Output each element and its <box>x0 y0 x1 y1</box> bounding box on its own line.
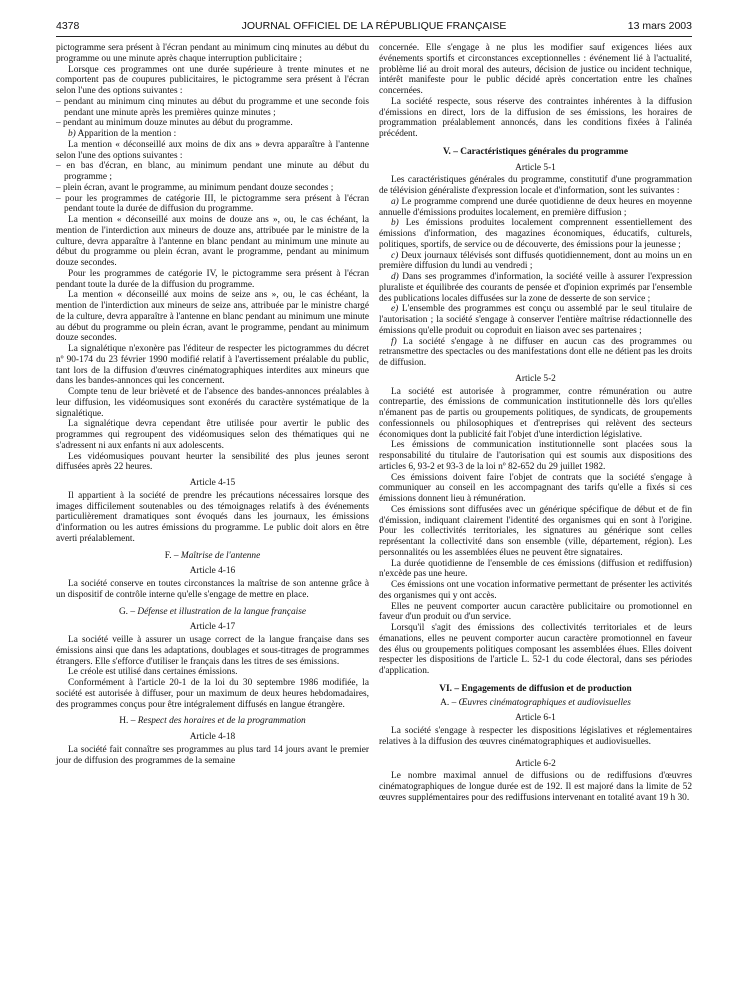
list-item: – en bas d'écran, en blanc, au minimum pendant une minute au début du programme ; <box>56 161 369 182</box>
paragraph: concernée. Elle s'engage à ne plus les modifier sauf exigences liées aux événements sportifs et circonstances exceptionnelles : événement lié à l'actualité, problème lié au droit moral des auteurs, décision de justice ou incident technique, intérêt manifeste pour le public décidé après concertation entre les chaînes concernées. <box>379 43 692 96</box>
paragraph: Compte tenu de leur brièveté et de l'absence des bandes-annonces préalables à leur diffusion, les vidéomusiques sont exonérés du caractère systématique de la signalétique. <box>56 387 369 419</box>
article-heading: Article 6-2 <box>515 758 556 769</box>
paragraph <box>56 129 369 140</box>
paragraph: Les émissions de communication institutionnelle sont placées sous la responsabilité du titulaire de l'autorisation qui est soumis aux dispositions des articles 6, 93-2 et 93-3 de la loi nº 82-652 du 29 juillet 1982. <box>379 440 692 472</box>
paragraph: Ces émissions ont une vocation informative permettant de présenter les activités des organismes qui y ont accès. <box>379 580 692 601</box>
paragraph: La société s'engage à respecter les dispositions législatives et réglementaires relatives à la diffusion des œuvres cinématographiques et audiovisuelles. <box>379 726 692 747</box>
paragraph: La société conserve en toutes circonstances la maîtrise de son antenne grâce à un dispositif de contrôle interne qu'elle s'engage de mettre en place. <box>56 579 369 600</box>
section-heading <box>56 551 369 562</box>
item-label: b) <box>68 129 76 139</box>
item-label: e) <box>391 304 399 315</box>
article-heading: Article 4-15 <box>189 478 236 488</box>
list-item: – pour les programmes de catégorie III, le pictogramme sera présent à l'écran pendant toute la durée de diffusion du programme. <box>56 193 369 215</box>
section-title: Maîtrise de l'antenne <box>180 550 261 561</box>
item-text: Les émissions produites localement comprennent essentiellement des émissions d'information, des magazines économiques, éducatifs, culturels, politiques, sportifs, de service ou de découverte, des émissions pour la jeunesse ; <box>379 218 692 250</box>
item-label: b) <box>391 218 399 229</box>
article-heading: Article 4-18 <box>189 732 236 742</box>
paragraph <box>379 304 692 336</box>
article-heading: Article 5-2 <box>515 373 556 384</box>
section-prefix: H. – <box>119 716 138 727</box>
item-text: Le programme comprend une durée quotidienne de deux heures en moyenne annuelle d'émissions produites localement, en première diffusion ; <box>379 196 692 218</box>
paragraph: Le nombre maximal annuel de diffusions ou de rediffusions d'œuvres cinématographiques de longue durée est de 192. Il est majoré dans la limite de 52 œuvres supplémentaires pour des rediffusions intervenant en totalité avant 19 h 30. <box>379 771 692 803</box>
item-label: f) <box>391 336 397 347</box>
paragraph: Ces émissions sont diffusées avec un générique spécifique de début et de fin d'émission, indiquant clairement l'identité des organismes qui en sont à l'origine. Pour les collectivités territoriales, les signatures au générique sont celles représentant la collectivité dans son ensemble (ville, département, région). Les personnalités ou les assemblées élues ne peuvent être signataires. <box>379 504 692 558</box>
list-item: – pendant au minimum douze minutes au début du programme. <box>56 118 293 129</box>
subsection-prefix: A. – <box>440 697 459 708</box>
paragraph: Lorsque ces programmes ont une durée supérieure à trente minutes et ne comportent pas de coupures publicitaires, le pictogramme sera présent à l'écran selon l'une des options suivantes : <box>56 64 369 96</box>
spacer <box>379 748 692 754</box>
item-label: a) <box>391 196 399 207</box>
list-item: – plein écran, avant le programme, au minimum pendant douze secondes ; <box>56 182 334 193</box>
item-text: L'ensemble des programmes est conçu ou assemblé par le seul titulaire de l'autorisation ; la société s'engage à conserver l'entière maîtrise rédactionnelle des émissions qu'elle produit ou coproduit en liaison avec ses partenaires ; <box>379 304 692 336</box>
paragraph: Pour les programmes de catégorie IV, le pictogramme sera présent à l'écran pendant toute la durée de la diffusion du programme. <box>56 268 369 290</box>
paragraph: La signalétique n'exonère pas l'éditeur de respecter les pictogrammes du décret nº 90-174 du 23 février 1990 modifié relatif à l'avertissement préalable du public, tant lors de la diffusion d'œuvres cinématographiques interdites aux mineurs que dans les bandes-annonces qui les concernent. <box>56 344 369 387</box>
section-title: Défense et illustration de la langue française <box>137 606 307 617</box>
paragraph <box>379 251 692 273</box>
paragraph: La société veille à assurer un usage correct de la langue française dans ses émissions ainsi que dans les adaptations, doublages et sous-titrages de programmes étrangers. Elle s'efforce d'utiliser le français dans les titres de ses émissions. <box>56 635 369 667</box>
issue-date: 13 mars 2003 <box>627 20 692 32</box>
item-text: Dans ses programmes d'information, la société veille à assurer l'expression pluraliste et équilibrée des courants de pensée et d'opinion exprimés par l'ensemble des publications locales diffusées sur la zone de desserte de son service ; <box>379 272 692 304</box>
item-text: La société s'engage à ne diffuser en aucun cas des programmes ou retransmettre des spectacles ou des manifestations dont elle ne détient pas les droits de diffusion. <box>379 336 692 368</box>
article-heading: Article 4-17 <box>189 622 236 633</box>
paragraph: Il appartient à la société de prendre les précautions nécessaires lorsque des images difficilement soutenables ou des témoignages relatifs à des événements particulièrement dramatiques sont évoqués dans les journaux, les émissions d'information ou les autres émissions du programme. Le public doit alors en être averti préalablement. <box>56 490 369 544</box>
paragraph: La signalétique devra cependant être utilisée pour avertir le public des programmes qui regroupent des vidéomusiques selon des thématiques qui ne s'adressent ni aux enfants ni aux adolescents. <box>56 419 369 451</box>
header-rule <box>56 36 692 37</box>
section-title: Respect des horaires et de la programmation <box>137 716 306 727</box>
item-text: Apparition de la mention : <box>75 129 177 139</box>
journal-title: JOURNAL OFFICIEL DE LA RÉPUBLIQUE FRANÇAISE <box>241 20 507 32</box>
list-item: – pendant au minimum cinq minutes au début du programme et une seconde fois pendant une minute après les premières quinze minutes ; <box>56 96 369 118</box>
article-heading: Article 6-1 <box>515 713 556 724</box>
paragraph <box>379 272 692 304</box>
section-heading <box>56 607 369 618</box>
section-prefix: F. – <box>164 550 181 561</box>
item-label: c) <box>391 250 399 261</box>
subsection-title: Œuvres cinématographiques et audiovisuelles <box>458 697 631 708</box>
page-header <box>56 20 692 36</box>
section-heading: VI. – Engagements de diffusion et de production <box>439 683 632 694</box>
paragraph <box>379 197 692 219</box>
paragraph: La durée quotidienne de l'ensemble de ces émissions (diffusion et rediffusion) n'excède pas une heure. <box>379 558 692 580</box>
section-heading <box>56 716 369 727</box>
paragraph: Le créole est utilisé dans certaines émissions. <box>68 667 238 678</box>
section-heading: V. – Caractéristiques générales du programme <box>443 146 628 157</box>
paragraph: Lorsqu'il s'agit des émissions des collectivités territoriales et de leurs émanations, elles ne peuvent comporter aucun caractère promotionnel en faveur des élus ou groupements politiques composant les assemblées élues. Elles doivent respecter les dispositions de l'article L. 52-1 du code électoral, dans ses périodes d'application. <box>379 623 692 676</box>
paragraph: La société est autorisée à programmer, contre rémunération ou autre contrepartie, des émissions de communication institutionnelle dès lors qu'elles n'émanent pas de partis ou groupements politiques, de syndicats, de groupements confessionnels ou philosophiques et d'entreprises qui relèvent des secteurs économiques dont la publicité fait l'objet d'une interdiction législative. <box>379 386 692 440</box>
paragraph: Elles ne peuvent comporter aucun caractère publicitaire ou promotionnel en faveur d'un produit ou d'un service. <box>379 601 692 623</box>
paragraph: Les caractéristiques générales du programme, constitutif d'une programmation de télévision généraliste d'expression locale et d'information, sont les suivantes : <box>379 175 692 196</box>
left-column <box>56 43 369 766</box>
paragraph: La mention « déconseillé aux moins de dix ans » devra apparaître à l'antenne selon l'une des options suivantes : <box>56 139 369 161</box>
paragraph <box>379 337 692 369</box>
right-column <box>379 43 692 804</box>
paragraph: La société fait connaître ses programmes au plus tard 14 jours avant le premier jour de diffusion des programmes de la semaine <box>56 744 369 766</box>
item-label: d) <box>391 272 399 282</box>
paragraph: Conformément à l'article 20-1 de la loi du 30 septembre 1986 modifiée, la société est autorisée à diffuser, pour un maximum de deux heures hebdomadaires, des programmes conçus pour être intégralement diffusés en langue étrangère. <box>56 678 369 710</box>
paragraph <box>379 218 692 250</box>
paragraph: La mention « déconseillé aux moins de douze ans », ou, le cas échéant, la mention de l'interdiction aux mineurs de douze ans, attribuée par le ministre de la culture, devra apparaître à l'antenne en blanc pendant au minimum une minute au début du programme ou plein écran, avant le programme, pendant au minimum douze secondes. <box>56 215 369 268</box>
subsection-heading <box>379 698 692 709</box>
paragraph: La mention « déconseillé aux moins de seize ans », ou, le cas échéant, la mention de l'interdiction aux mineurs de seize ans, attribuée par le ministre chargé de la culture, devra apparaître à l'antenne en blanc pendant au minimum une minute au début du programme ou plein écran, avant le programme, pendant au minimum douze secondes. <box>56 290 370 344</box>
section-prefix: G. – <box>118 606 138 617</box>
paragraph: Ces émissions doivent faire l'objet de contrats que la société s'engage à communiquer au conseil en les accompagnant des tarifs qu'elle a fixés si ces émissions donnent lieu à rémunération. <box>379 472 692 504</box>
paragraph: pictogramme sera présent à l'écran pendant au minimum cinq minutes au début du programme ou une minute après chaque interruption publicitaire ; <box>56 43 369 64</box>
paragraph: Les vidéomusiques pouvant heurter la sensibilité des plus jeunes seront diffusées après 22 heures. <box>56 451 369 473</box>
paragraph: La société respecte, sous réserve des contraintes inhérentes à la diffusion d'émissions en direct, lors de la diffusion de ses émissions, les horaires de programmation préalablement annoncés, dans les conditions fixées à l'alinéa précédent. <box>379 96 692 139</box>
item-text: Deux journaux télévisés sont diffusés quotidiennement, dont au moins un en première diffusion du lundi au vendredi ; <box>379 250 692 272</box>
article-heading: Article 4-16 <box>189 566 236 577</box>
article-heading: Article 5-1 <box>515 162 556 173</box>
page-number: 4378 <box>56 20 80 32</box>
